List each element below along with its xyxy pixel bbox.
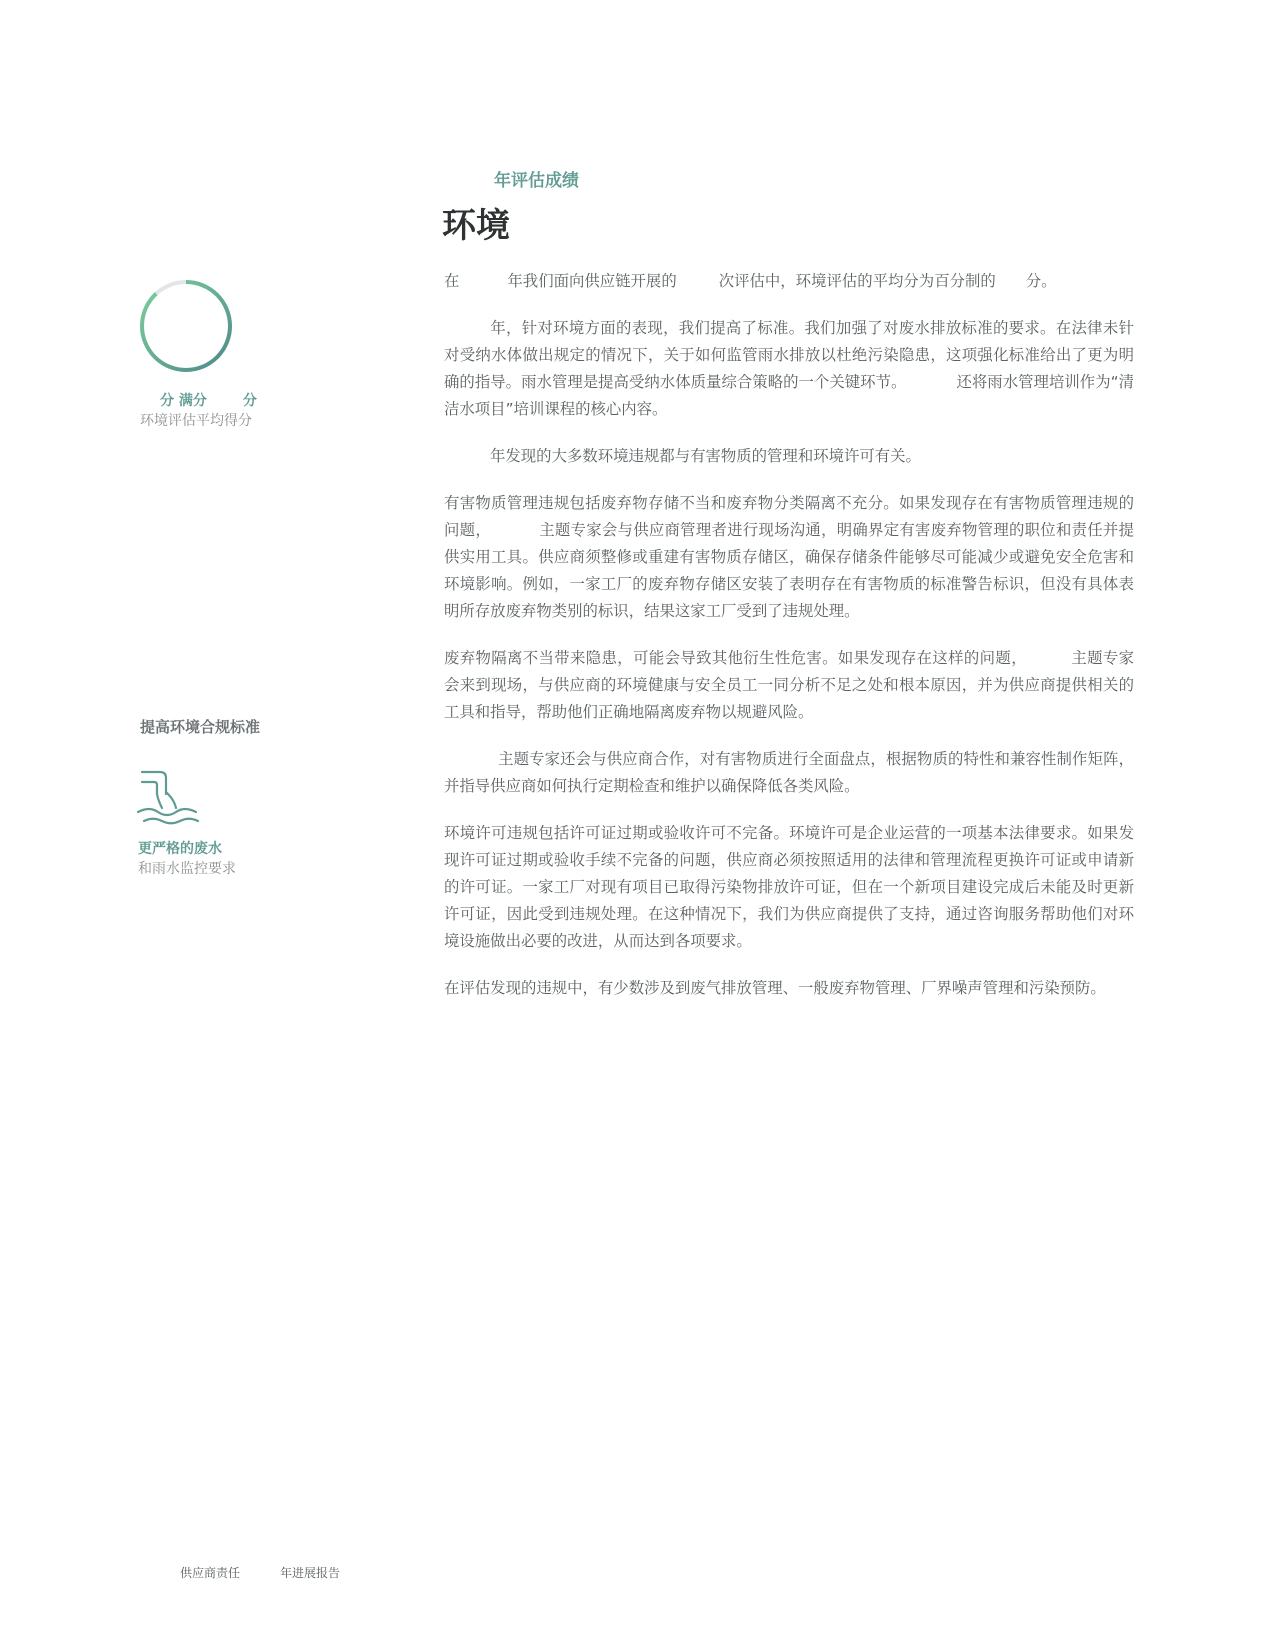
side-heading: 提高环境合规标准 — [140, 718, 261, 736]
p5-a: 废弃物隔离不当带来隐患，可能会导致其他衍生性危害。如果发现存在这样的问题， — [444, 649, 1027, 667]
score-ring-arc — [142, 282, 230, 370]
footer-part-1: 供应商责任 — [180, 1566, 241, 1580]
paragraph-2 — [444, 315, 1134, 423]
score-ring-chart — [138, 278, 234, 374]
p8-a: 在评估发现的违规中，有少数涉及到废气排放管理、一般废弃物管理、厂界噪声管理和污染预防。 — [444, 979, 1106, 997]
p4-a: 有害物质管理违规包括废弃物存储不当和废弃物分类隔离不充分。如果发现存在有害物质管理违规的问题， — [444, 494, 1134, 539]
footer-part-2: 年进展报告 — [280, 1566, 341, 1580]
p1-b: 年我们面向供应链开展的 — [507, 272, 677, 290]
icon-caption: 和雨水监控要求 — [138, 861, 236, 877]
p4-b: 主题专家会与供应商管理者进行现场沟通，明确界定有害废弃物管理的职位和责任并提供实用工具。供应商须整修或重建有害物质存储区，确保存储条件能够尽可能减少或避免安全危害和环境影响。例如，一家工厂的废弃物存储区安装了表明存在有害物质的标准警告标识，但没有具体表明所存放废弃物类别的标识，结果这家工厂受到了违规处理。 — [444, 521, 1134, 620]
p1-c: 次评估中，环境评估的平均分为百分制的 — [718, 272, 996, 290]
p6-a: 主题专家还会与供应商合作，对有害物质进行全面盘点，根据物质的特性和兼容性制作矩阵，并指导供应商如何执行定期检查和维护以确保降低各类风险。 — [444, 750, 1134, 795]
score-value-line — [140, 390, 257, 410]
paragraph-1 — [444, 268, 1134, 295]
page-footer — [138, 1564, 340, 1581]
paragraph-3 — [444, 443, 1134, 470]
p3-a: 年发现的大多数环境违规都与有害物质的管理和环境许可有关。 — [490, 447, 921, 465]
p2-a: 年，针对环境方面的表现，我们提高了标准。我们加强了对废水排放标准的要求。在法律未针对受纳水体做出规定的情况下，关于如何监管雨水排放以杜绝污染隐患，这项强化标准给出了更为明确的指导。雨水管理是提高受纳水体质量综合策略的一个关键环节。 — [444, 319, 1134, 391]
full-score-label: 满分 — [178, 393, 207, 409]
section-eyebrow — [444, 166, 579, 191]
paragraph-4 — [444, 490, 1134, 625]
paragraph-5 — [444, 645, 1134, 726]
score-caption: 环境评估平均得分 — [140, 413, 252, 429]
p1-a: 在 — [444, 272, 460, 290]
full-score-unit: 分 — [242, 393, 257, 409]
p5-b: 主题专家会来到现场，与供应商的环境健康与安全员工一同分析不足之处和根本原因，并为供应商提供相关的工具和指导，帮助他们正确地隔离废弃物以规避风险。 — [444, 649, 1134, 721]
eyebrow-text: 年评估成绩 — [494, 171, 579, 191]
score-unit: 分 — [160, 393, 174, 409]
body-text — [444, 268, 1134, 1022]
paragraph-8 — [444, 975, 1134, 1002]
paragraph-7 — [444, 820, 1134, 955]
wastewater-pipe-icon — [136, 768, 202, 826]
page-title: 环境 — [442, 206, 510, 246]
p1-d: 分。 — [1025, 272, 1057, 290]
paragraph-6 — [444, 746, 1134, 800]
p2-b: 还将雨水管理培训作为“清洁水项目”培训课程的核心内容。 — [444, 373, 1134, 418]
p7-a: 环境许可违规包括许可证过期或验收许可不完备。环境许可是企业运营的一项基本法律要求。如果发现许可证过期或验收手续不完备的问题，供应商必须按照适用的法律和管理流程更换许可证或申请新的许可证。一家工厂对现有项目已取得污染物排放许可证，但在一个新项目建设完成后未能及时更新许可证，因此受到违规处理。在这种情况下，我们为供应商提供了支持，通过咨询服务帮助他们对环境设施做出必要的改进，从而达到各项要求。 — [444, 824, 1134, 950]
icon-title: 更严格的废水 — [138, 841, 222, 857]
